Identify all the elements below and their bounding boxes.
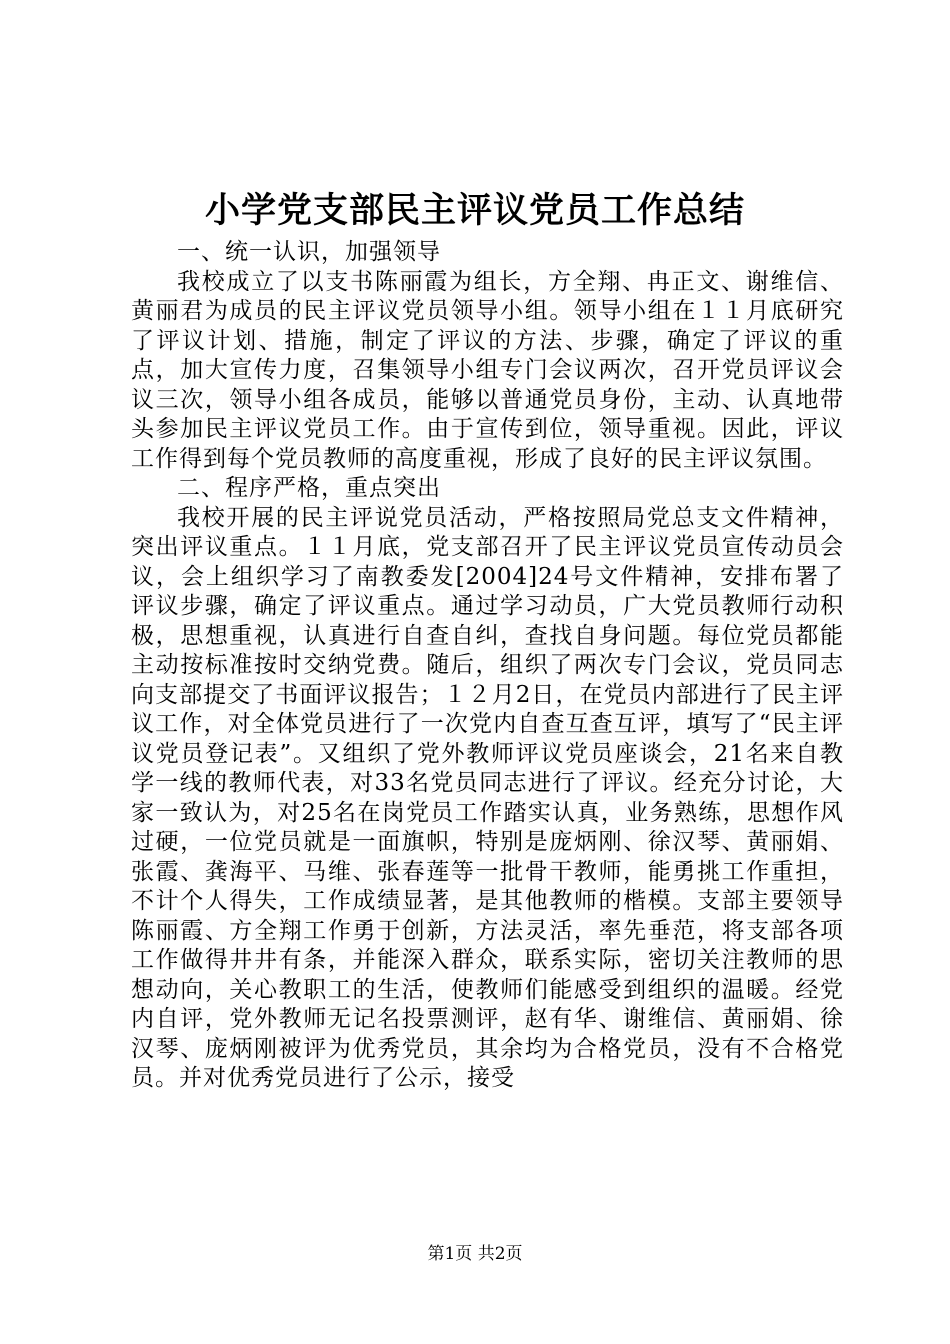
section-heading-1: 一、统一认识，加强领导 <box>177 239 441 265</box>
section-paragraph-1: 我校成立了以支书陈丽霞为组长，方全翔、冉正文、谢维信、黄丽君为成员的民主评议党员领导小组。领导小组在１１月底研究了评议计划、措施，制定了评议的方法、步骤，确定了评议的重点，加大宣传力度，召集领导小组专门会议两次，召开党员评议会议三次，领导小组各成员，能够以普通党员身份，主动、认真地带头参加民主评议党员工作。由于宣传到位，领导重视。因此，评议工作得到每个党员教师的高度重视，形成了良好的民主评议氛围。 <box>131 268 844 472</box>
page-footer <box>0 1242 950 1266</box>
document-title: 小学党支部民主评议党员工作总结 <box>204 191 745 231</box>
document-body <box>131 238 844 1094</box>
section-paragraph-2: 我校开展的民主评说党员活动，严格按照局党总支文件精神，突出评议重点。１１月底，党支部召开了民主评议党员宣传动员会议，会上组织学习了南教委发[2004]24号文件精神，安排布署了评议步骤，确定了评议重点。通过学习动员，广大党员教师行动积极，思想重视，认真进行自查自纠，查找自身问题。每位党员都能主动按标准按时交纳党费。随后，组织了两次专门会议，党员同志向支部提交了书面评议报告；１２月2日，在党员内部进行了民主评议工作，对全体党员进行了一次党内自查互查互评，填写了“民主评议党员登记表”。又组织了党外教师评议党员座谈会，21名来自教学一线的教师代表，对33名党员同志进行了评议。经充分讨论，大家一致认为，对25名在岗党员工作踏实认真，业务熟练，思想作风过硬，一位党员就是一面旗帜，特别是庞炳刚、徐汉琴、黄丽娟、张霞、龚海平、马维、张春莲等一批骨干教师，能勇挑工作重担，不计个人得失，工作成绩显著，是其他教师的楷模。支部主要领导陈丽霞、方全翔工作勇于创新，方法灵活，率先垂范，将支部各项工作做得井井有条，并能深入群众，联系实际，密切关注教师的思想动向，关心教职工的生活，使教师们能感受到组织的温暖。经党内自评，党外教师无记名投票测评，赵有华、谢维信、黄丽娟、徐汉琴、庞炳刚被评为优秀党员，其余均为合格党员，没有不合格党员。并对优秀党员进行了公示，接受 <box>131 504 844 1091</box>
section-heading-2: 二、程序严格，重点突出 <box>177 475 441 501</box>
page-number-label: 第1页 共2页 <box>427 1244 523 1264</box>
